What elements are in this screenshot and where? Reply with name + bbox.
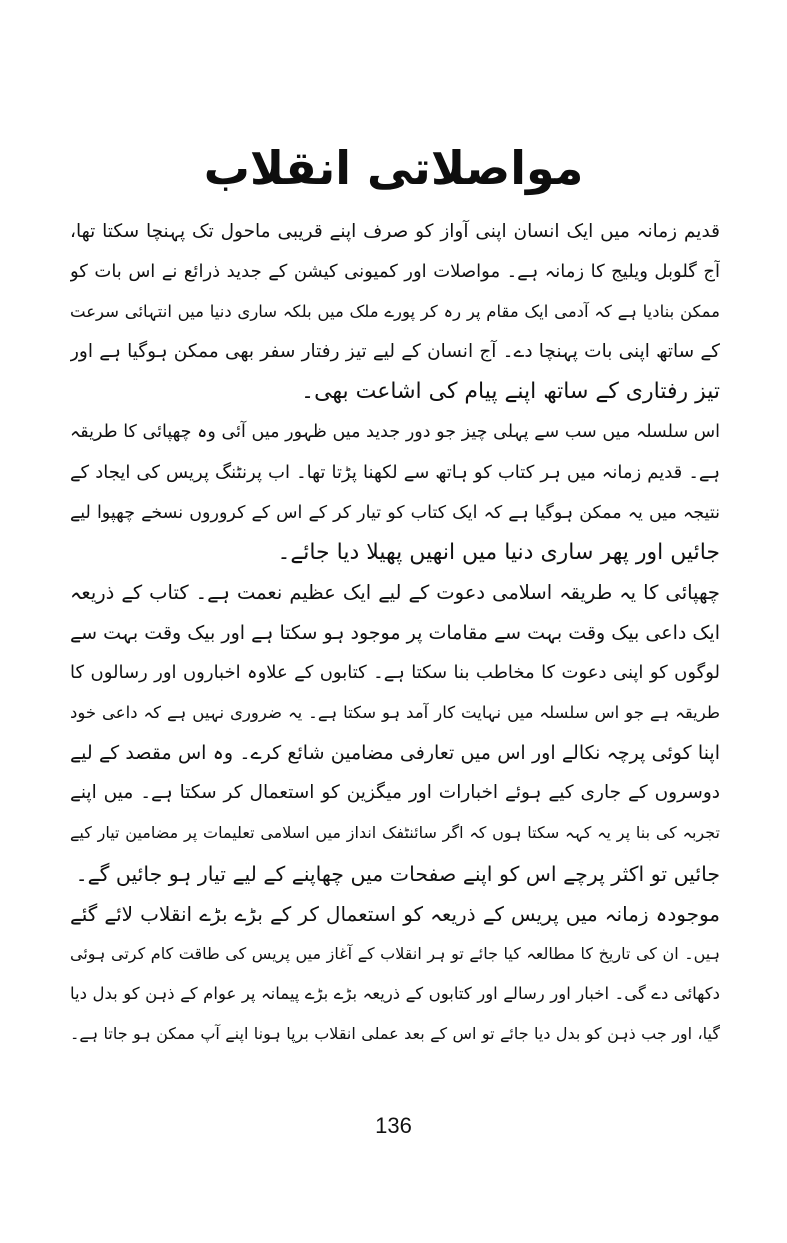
text-line: آج گلوبل ویلیج کا زمانہ ہے۔ مواصلات اور کمیونی کیشن کے جدید ذرائع نے اس بات کو bbox=[70, 261, 720, 283]
text-line: لوگوں کو اپنی دعوت کا مخاطب بنا سکتا ہے۔ کتابوں کے علاوہ اخباروں اور رسالوں کا bbox=[70, 662, 720, 684]
text-line: نتیجہ میں یہ ممکن ہوگیا ہے کہ ایک کتاب کو تیار کر کے اس کے کروروں نسخے چھپوا لیے bbox=[70, 502, 720, 523]
text-line: دکھائی دے گی۔ اخبار اور رسالے اور کتابوں کے ذریعہ بڑے بڑے پیمانہ پر عوام کے ذہن کو بدل دیا bbox=[70, 983, 720, 1003]
text-line: قدیم زمانہ میں ایک انسان اپنی آواز کو صرف اپنے قریبی ماحول تک پہنچا سکتا تھا، bbox=[70, 221, 720, 242]
text-line: ممکن بنادیا ہے کہ آدمی ایک مقام پر رہ کر پورے ملک میں بلکہ ساری دنیا میں انتہائی سرعت bbox=[70, 302, 720, 322]
text-line: اس سلسلہ میں سب سے پہلی چیز جو دور جدید میں ظہور میں آئی وہ چھپائی کا طریقہ bbox=[70, 422, 720, 443]
text-line: تیز رفتاری کے ساتھ اپنے پیام کی اشاعت بھی۔ bbox=[301, 379, 720, 405]
text-line: طریقہ ہے جو اس سلسلہ میں نہایت کار آمد ہو سکتا ہے۔ یہ ضروری نہیں ہے کہ داعی خود bbox=[70, 703, 720, 723]
text-line: موجودہ زمانہ میں پریس کے ذریعہ کو استعمال کر کے بڑے بڑے انقلاب لائے گئے bbox=[70, 901, 720, 926]
body-text bbox=[70, 212, 720, 1054]
text-line: گیا، اور جب ذہن کو بدل دیا جائے تو اس کے بعد عملی انقلاب برپا ہونا اپنے آپ ممکن ہو جاتا ہے۔ bbox=[70, 1023, 720, 1043]
page-number: 136 bbox=[375, 1113, 412, 1138]
page-title: مواصلاتی انقلاب bbox=[203, 141, 584, 195]
text-line: چھپائی کا یہ طریقہ اسلامی دعوت کے لیے ایک عظیم نعمت ہے۔ کتاب کے ذریعہ bbox=[70, 580, 720, 604]
text-line: ایک داعی بیک وقت بہت سے مقامات پر موجود ہو سکتا ہے اور بیک وقت بہت سے bbox=[70, 621, 720, 644]
text-line: ہے۔ قدیم زمانہ میں ہر کتاب کو ہاتھ سے لکھنا پڑتا تھا۔ اب پرنٹنگ پریس کی ایجاد کے bbox=[70, 461, 720, 483]
text-line: جائیں تو اکثر پرچے اس کو اپنے صفحات میں چھاپنے کے لیے تیار ہو جائیں گے۔ bbox=[75, 861, 720, 886]
text-line: تجربہ کی بنا پر یہ کہہ سکتا ہوں کہ اگر سائنٹفک انداز میں اسلامی تعلیمات پر مضامین تیار کیے bbox=[70, 823, 720, 843]
text-line: ہیں۔ ان کی تاریخ کا مطالعہ کیا جائے تو ہر انقلاب کے آغاز میں پریس کی طاقت کام کرتی ہوئی bbox=[70, 943, 720, 963]
text-line: جائیں اور پھر ساری دنیا میں انھیں پھیلا دیا جائے۔ bbox=[277, 539, 720, 565]
text-line: دوسروں کے جاری کیے ہوئے اخبارات اور میگزین کو استعمال کر سکتا ہے۔ میں اپنے bbox=[70, 782, 720, 804]
text-line: اپنا کوئی پرچہ نکالے اور اس میں تعارفی مضامین شائع کرے۔ وہ اس مقصد کے لیے bbox=[70, 742, 720, 765]
text-line: کے ساتھ اپنی بات پہنچا دے۔ آج انسان کے لیے تیز رفتار سفر بھی ممکن ہوگیا ہے اور bbox=[70, 341, 720, 363]
